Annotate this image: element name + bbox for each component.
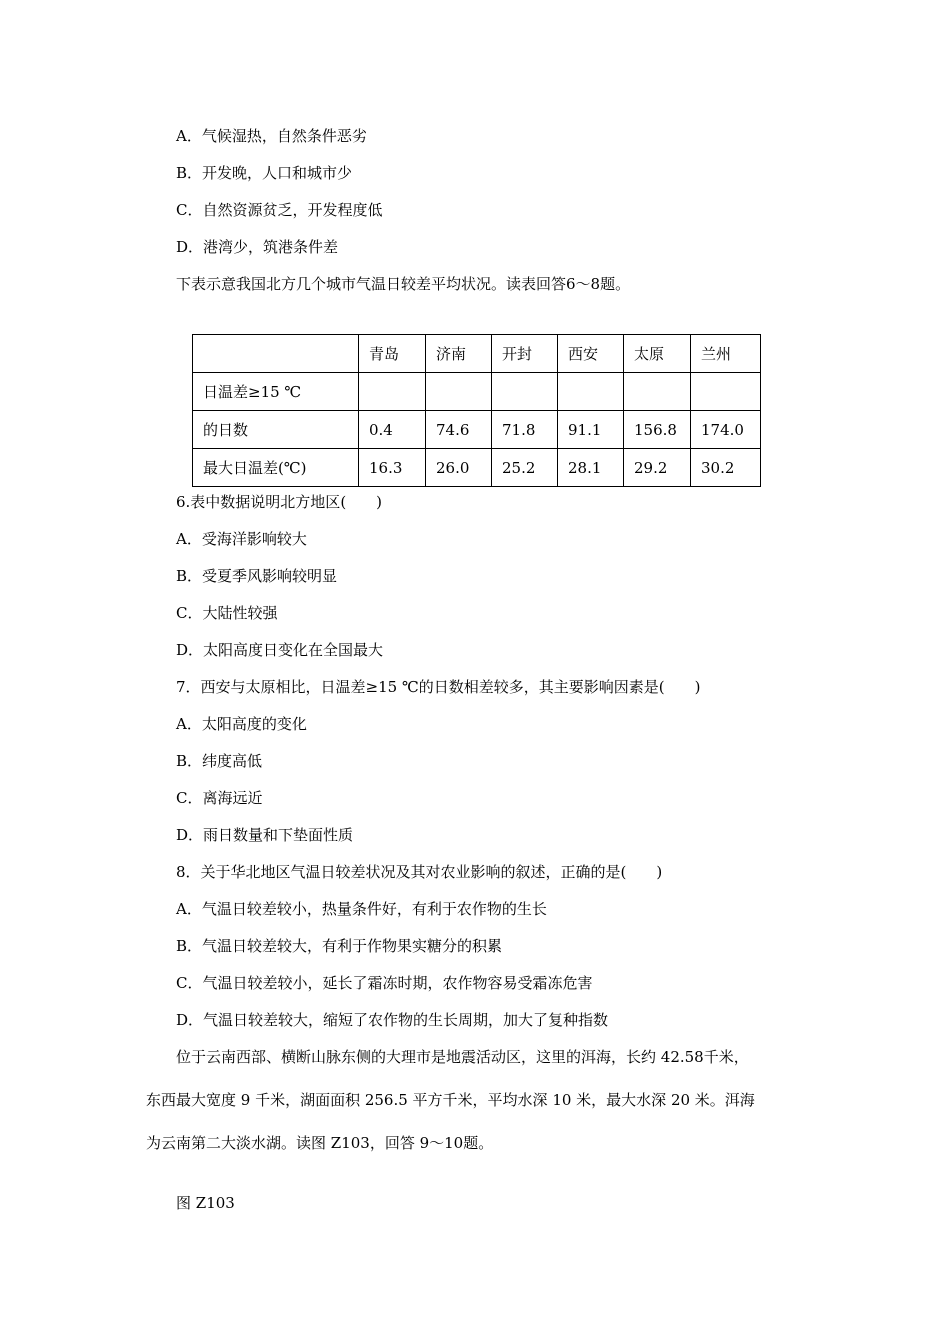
q5-option-a: A．气候湿热，自然条件恶劣 (176, 127, 367, 145)
table-cell: 30.2 (691, 449, 761, 487)
q5-option-d: D．港湾少，筑港条件差 (176, 238, 339, 256)
header-cell: 兰州 (691, 335, 761, 373)
passage-line: 为云南第二大淡水湖。读图 Z103，回答 9～10题。 (146, 1134, 494, 1152)
q7-stem: 7．西安与太原相比，日温差≥15 ℃的日数相差较多，其主要影响因素是( ) (176, 678, 701, 696)
q6-option-c: C．大陆性较强 (176, 604, 278, 622)
table-cell (492, 373, 558, 411)
q6-option-a: A．受海洋影响较大 (176, 530, 307, 548)
table-cell (558, 373, 624, 411)
table-cell: 16.3 (359, 449, 426, 487)
table-header-row (193, 335, 761, 373)
table-row (193, 449, 761, 487)
table-cell: 156.8 (624, 411, 691, 449)
header-cell: 青岛 (359, 335, 426, 373)
table-cell: 日温差≥15 ℃ (193, 373, 359, 411)
table-cell: 26.0 (426, 449, 492, 487)
q7-option-b: B．纬度高低 (176, 752, 263, 770)
table-cell: 71.8 (492, 411, 558, 449)
q7-option-d: D．雨日数量和下垫面性质 (176, 826, 354, 844)
q6-option-d: D．太阳高度日变化在全国最大 (176, 641, 384, 659)
table-cell (426, 373, 492, 411)
q8-option-a: A．气温日较差较小，热量条件好，有利于农作物的生长 (176, 900, 547, 918)
passage-line: 东西最大宽度 9 千米，湖面面积 256.5 平方千米，平均水深 10 米，最大水深 20 米。洱海 (146, 1091, 755, 1109)
table-intro: 下表示意我国北方几个城市气温日较差平均状况。读表回答6～8题。 (176, 275, 631, 293)
temperature-table (192, 334, 761, 487)
header-cell: 济南 (426, 335, 492, 373)
q7-option-a: A．太阳高度的变化 (176, 715, 307, 733)
table-cell: 最大日温差(℃) (193, 449, 359, 487)
header-cell: 太原 (624, 335, 691, 373)
q5-option-c: C．自然资源贫乏，开发程度低 (176, 201, 383, 219)
table-cell: 174.0 (691, 411, 761, 449)
q8-option-d: D．气温日较差较大，缩短了农作物的生长周期，加大了复种指数 (176, 1011, 609, 1029)
header-cell (193, 335, 359, 373)
figure-caption: 图 Z103 (176, 1194, 235, 1212)
q8-stem: 8．关于华北地区气温日较差状况及其对农业影响的叙述，正确的是( ) (176, 863, 663, 881)
table-cell: 91.1 (558, 411, 624, 449)
table-cell: 0.4 (359, 411, 426, 449)
q6-stem: 6.表中数据说明北方地区( ) (176, 493, 383, 511)
table-row (193, 411, 761, 449)
q7-option-c: C．离海远近 (176, 789, 263, 807)
q8-option-c: C．气温日较差较小，延长了霜冻时期，农作物容易受霜冻危害 (176, 974, 593, 992)
q8-option-b: B．气温日较差较大，有利于作物果实糖分的积累 (176, 937, 503, 955)
table-cell: 的日数 (193, 411, 359, 449)
q5-option-b: B．开发晚，人口和城市少 (176, 164, 353, 182)
table-row (193, 373, 761, 411)
table-cell (691, 373, 761, 411)
header-cell: 开封 (492, 335, 558, 373)
table-cell (359, 373, 426, 411)
table-cell: 74.6 (426, 411, 492, 449)
table-cell (624, 373, 691, 411)
header-cell: 西安 (558, 335, 624, 373)
passage-line: 位于云南西部、横断山脉东侧的大理市是地震活动区，这里的洱海，长约 42.58千米， (146, 1048, 749, 1066)
q6-option-b: B．受夏季风影响较明显 (176, 567, 338, 585)
table-cell: 25.2 (492, 449, 558, 487)
table-cell: 29.2 (624, 449, 691, 487)
table-cell: 28.1 (558, 449, 624, 487)
